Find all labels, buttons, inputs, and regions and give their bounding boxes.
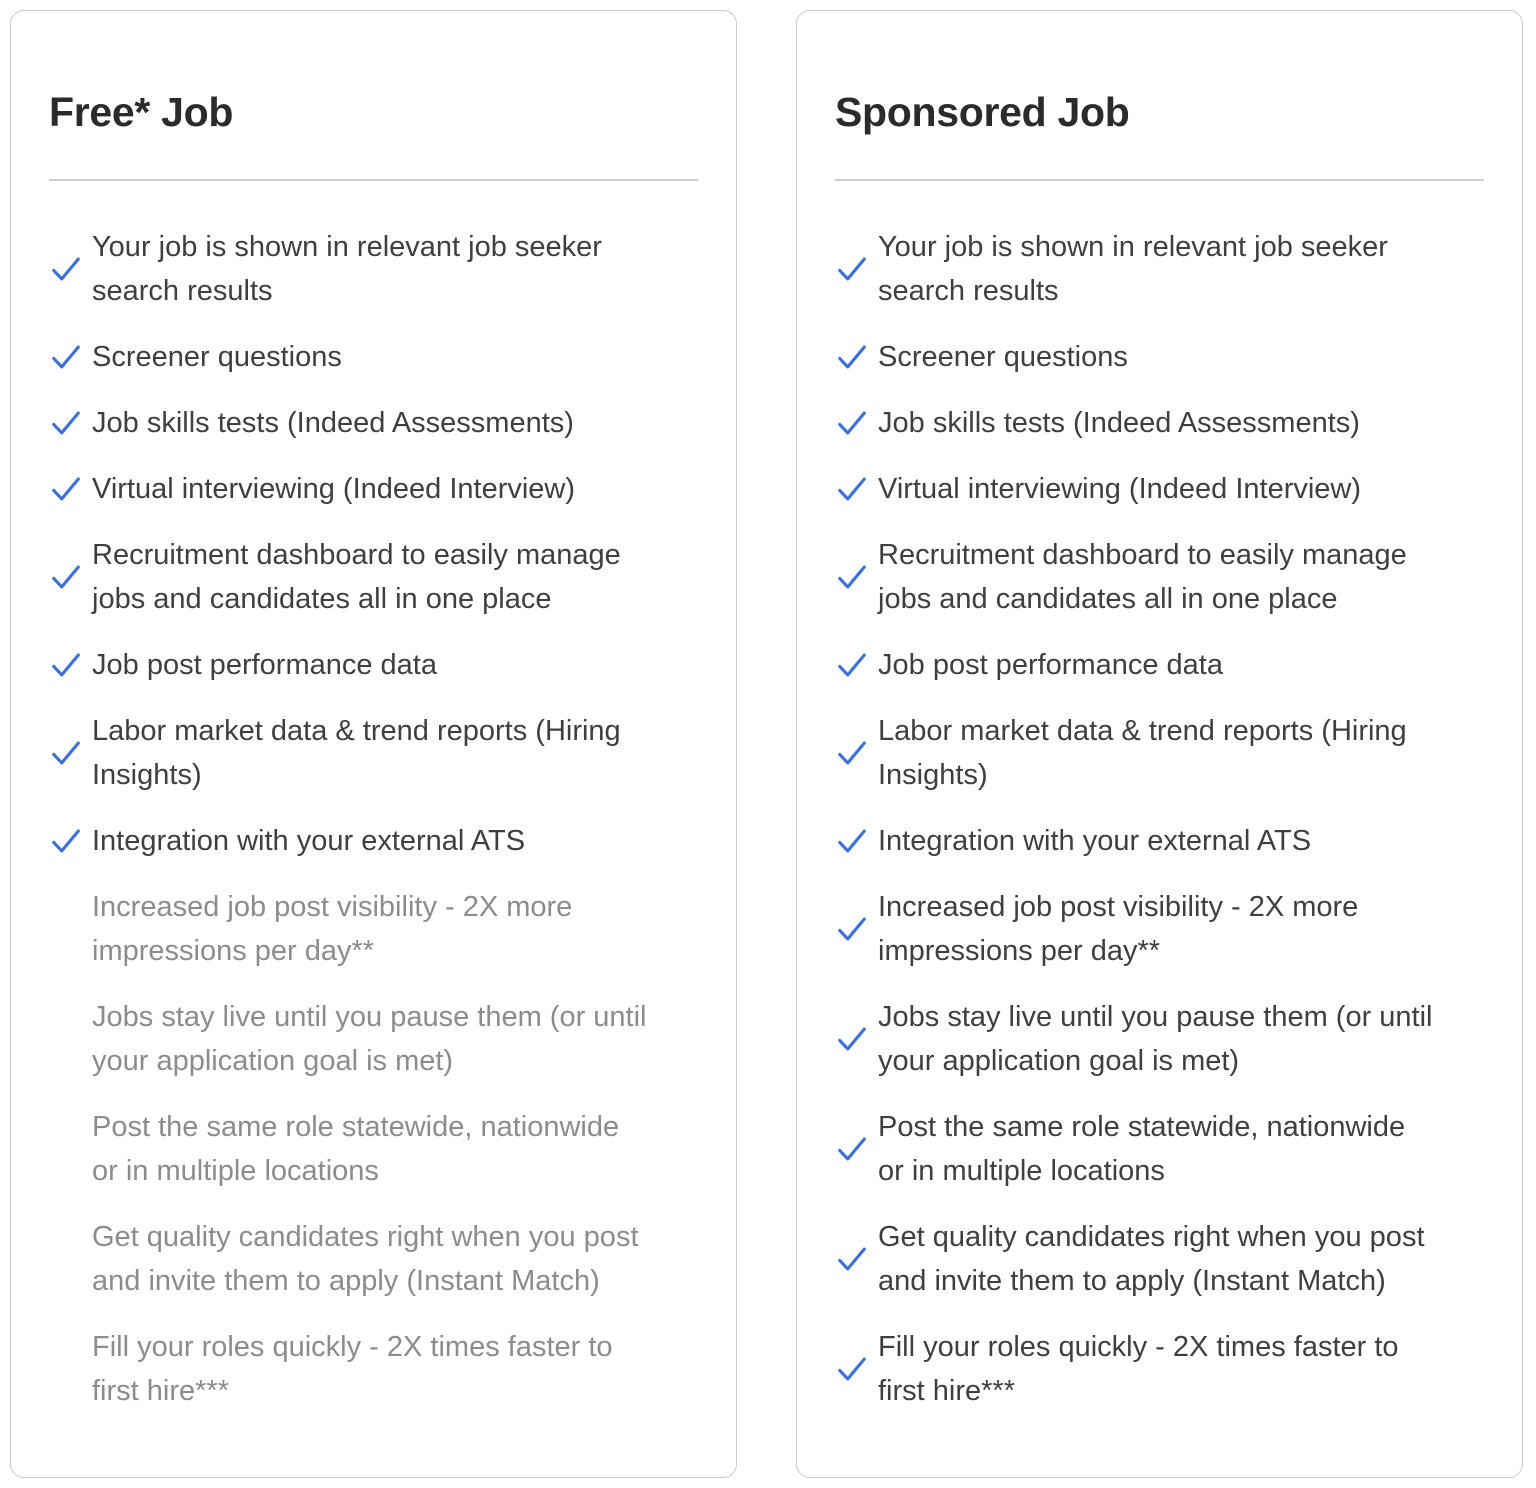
feature-label: Virtual interviewing (Indeed Interview) — [92, 473, 576, 505]
check-icon — [835, 824, 878, 858]
feature-label: Increased job post visibility - 2X more impressions per day** — [92, 891, 573, 967]
feature-row — [835, 225, 1484, 313]
check-icon — [835, 472, 878, 506]
feature-row — [835, 995, 1484, 1083]
feature-row — [49, 709, 698, 797]
feature-row — [835, 643, 1484, 687]
feature-row — [835, 819, 1484, 863]
plan-title: Free* Job — [49, 89, 234, 135]
feature-row — [49, 643, 698, 687]
feature-row — [49, 335, 698, 379]
check-icon — [835, 648, 878, 682]
feature-label: Get quality candidates right when you post and invite them to apply (Instant Match) — [878, 1221, 1425, 1297]
check-icon — [49, 736, 92, 770]
plan-card-free — [10, 10, 737, 1478]
feature-row — [49, 401, 698, 445]
feature-label: Post the same role statewide, nationwide or in multiple locations — [92, 1111, 620, 1187]
feature-row — [49, 533, 698, 621]
check-icon — [835, 736, 878, 770]
feature-row — [835, 401, 1484, 445]
feature-label: Recruitment dashboard to easily manage jobs and candidates all in one place — [878, 539, 1407, 615]
feature-row — [835, 709, 1484, 797]
feature-label: Screener questions — [92, 341, 342, 373]
feature-label: Your job is shown in relevant job seeker search results — [92, 231, 602, 307]
feature-row — [835, 467, 1484, 511]
feature-label: Get quality candidates right when you post and invite them to apply (Instant Match) — [92, 1221, 639, 1297]
check-icon — [835, 1022, 878, 1056]
feature-label: Job skills tests (Indeed Assessments) — [92, 407, 574, 439]
plan-title: Sponsored Job — [835, 89, 1130, 135]
feature-label: Post the same role statewide, nationwide or in multiple locations — [878, 1111, 1406, 1187]
feature-label: Virtual interviewing (Indeed Interview) — [878, 473, 1362, 505]
check-icon — [835, 1242, 878, 1276]
plan-card-sponsored — [796, 10, 1523, 1478]
feature-row — [49, 819, 698, 863]
feature-label: Jobs stay live until you pause them (or until your application goal is met) — [878, 1001, 1433, 1077]
check-icon — [835, 340, 878, 374]
feature-label: Increased job post visibility - 2X more impressions per day** — [878, 891, 1359, 967]
check-icon — [835, 912, 878, 946]
check-icon — [835, 560, 878, 594]
feature-label: Job post performance data — [878, 649, 1223, 681]
check-icon — [49, 406, 92, 440]
check-icon — [49, 1242, 92, 1276]
feature-row — [835, 885, 1484, 973]
feature-label: Screener questions — [878, 341, 1128, 373]
check-icon — [49, 1132, 92, 1166]
feature-row — [49, 467, 698, 511]
feature-label: Integration with your external ATS — [92, 825, 526, 857]
feature-list — [49, 225, 698, 1413]
check-icon — [49, 472, 92, 506]
feature-row — [49, 1325, 698, 1413]
feature-label: Your job is shown in relevant job seeker search results — [878, 231, 1388, 307]
check-icon — [835, 406, 878, 440]
divider — [49, 179, 698, 181]
feature-label: Labor market data & trend reports (Hiring Insights) — [878, 715, 1407, 791]
feature-list — [835, 225, 1484, 1413]
feature-row — [49, 1105, 698, 1193]
check-icon — [835, 1352, 878, 1386]
check-icon — [49, 252, 92, 286]
check-icon — [835, 1132, 878, 1166]
feature-row — [835, 1325, 1484, 1413]
feature-row — [49, 885, 698, 973]
check-icon — [49, 1352, 92, 1386]
check-icon — [49, 560, 92, 594]
check-icon — [49, 824, 92, 858]
feature-row — [49, 1215, 698, 1303]
feature-label: Recruitment dashboard to easily manage jobs and candidates all in one place — [92, 539, 621, 615]
feature-label: Job post performance data — [92, 649, 437, 681]
feature-label: Fill your roles quickly - 2X times faster to first hire*** — [92, 1331, 613, 1407]
check-icon — [49, 340, 92, 374]
check-icon — [49, 912, 92, 946]
feature-label: Integration with your external ATS — [878, 825, 1312, 857]
check-icon — [49, 1022, 92, 1056]
feature-label: Labor market data & trend reports (Hiring Insights) — [92, 715, 621, 791]
feature-row — [835, 533, 1484, 621]
divider — [835, 179, 1484, 181]
feature-row — [835, 335, 1484, 379]
feature-row — [49, 995, 698, 1083]
feature-row — [835, 1105, 1484, 1193]
feature-row — [835, 1215, 1484, 1303]
check-icon — [835, 252, 878, 286]
feature-label: Jobs stay live until you pause them (or until your application goal is met) — [92, 1001, 647, 1077]
feature-label: Job skills tests (Indeed Assessments) — [878, 407, 1360, 439]
feature-label: Fill your roles quickly - 2X times faster to first hire*** — [878, 1331, 1399, 1407]
check-icon — [49, 648, 92, 682]
feature-row — [49, 225, 698, 313]
